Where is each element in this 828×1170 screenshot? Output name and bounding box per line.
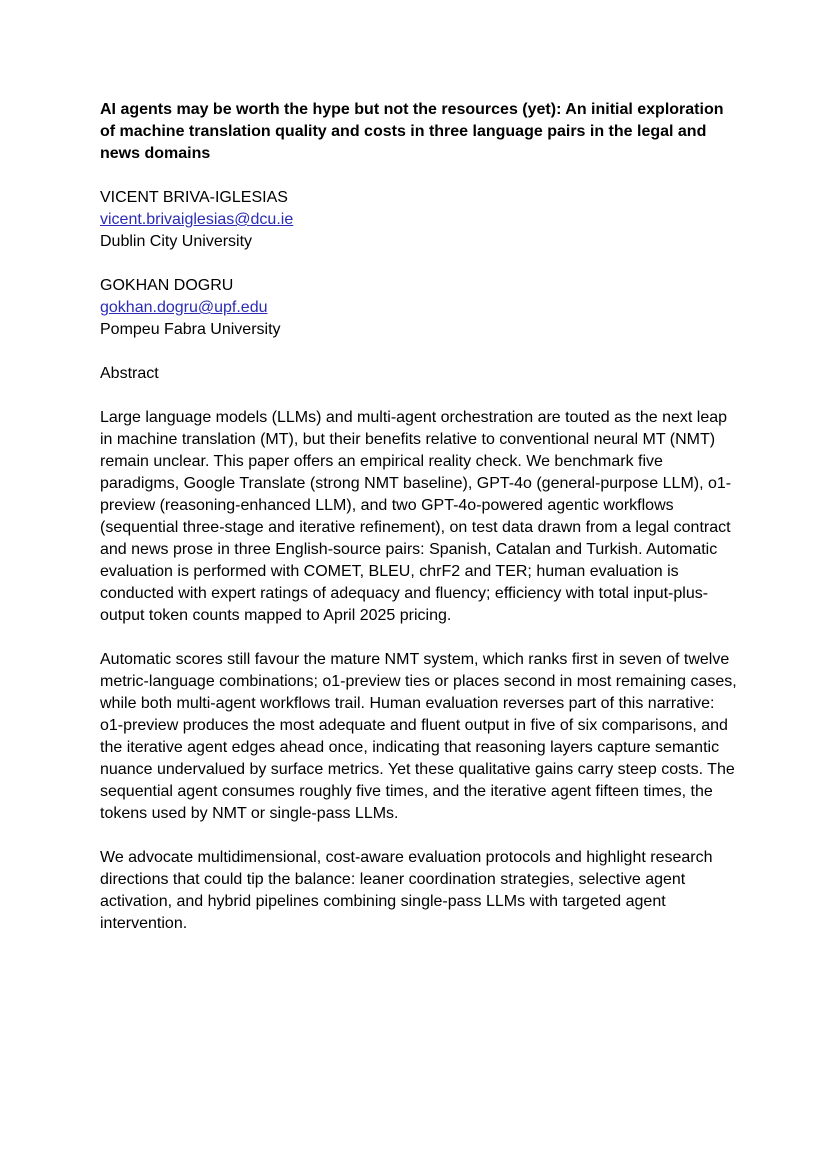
- author-name: VICENT BRIVA-IGLESIAS: [100, 189, 288, 206]
- author-email-link[interactable]: gokhan.dogru@upf.edu: [100, 299, 268, 316]
- paper-page: [100, 99, 740, 935]
- abstract-paragraph: We advocate multidimensional, cost-aware evaluation protocols and highlight research directions that could tip the balance: leaner coordination strategies, selective agent activation, and hybrid pipelines combining single-pass LLMs with targeted agent intervention.: [100, 849, 713, 932]
- author-block: [100, 275, 740, 341]
- author-affiliation: Dublin City University: [100, 233, 253, 250]
- author-affiliation: Pompeu Fabra University: [100, 321, 281, 338]
- author-email-link[interactable]: vicent.brivaiglesias@dcu.ie: [100, 211, 294, 228]
- abstract-heading: Abstract: [100, 365, 159, 382]
- abstract-paragraph: Automatic scores still favour the mature NMT system, which ranks first in seven of twelve metric-language combinations; o1-preview ties or places second in most remaining cases, while both multi-agent workflows trail. Human evaluation reverses part of this narrative: o1-preview produces the most adequate and fluent output in five of six comparisons, and the iterative agent edges ahead once, indicating that reasoning layers capture semantic nuance undervalued by surface metrics. Yet these qualitative gains carry steep costs. The sequential agent consumes roughly five times, and the iterative agent fifteen times, the tokens used by NMT or single-pass LLMs.: [100, 651, 737, 822]
- author-name: GOKHAN DOGRU: [100, 277, 234, 294]
- abstract-paragraph: Large language models (LLMs) and multi-agent orchestration are touted as the next leap in machine translation (MT), but their benefits relative to conventional neural MT (NMT) remain unclear. This paper offers an empirical reality check. We benchmark five paradigms, Google Translate (strong NMT baseline), GPT-4o (general-purpose LLM), o1-preview (reasoning-enhanced LLM), and two GPT-4o-powered agentic workflows (sequential three-stage and iterative refinement), on test data drawn from a legal contract and news prose in three English-source pairs: Spanish, Catalan and Turkish. Automatic evaluation is performed with COMET, BLEU, chrF2 and TER; human evaluation is conducted with expert ratings of adequacy and fluency; efficiency with total input-plus-output token counts mapped to April 2025 pricing.: [100, 409, 732, 624]
- author-block: [100, 187, 740, 253]
- paper-title: AI agents may be worth the hype but not the resources (yet): An initial exploration of machine translation quality and costs in three language pairs in the legal and news domains: [100, 101, 724, 162]
